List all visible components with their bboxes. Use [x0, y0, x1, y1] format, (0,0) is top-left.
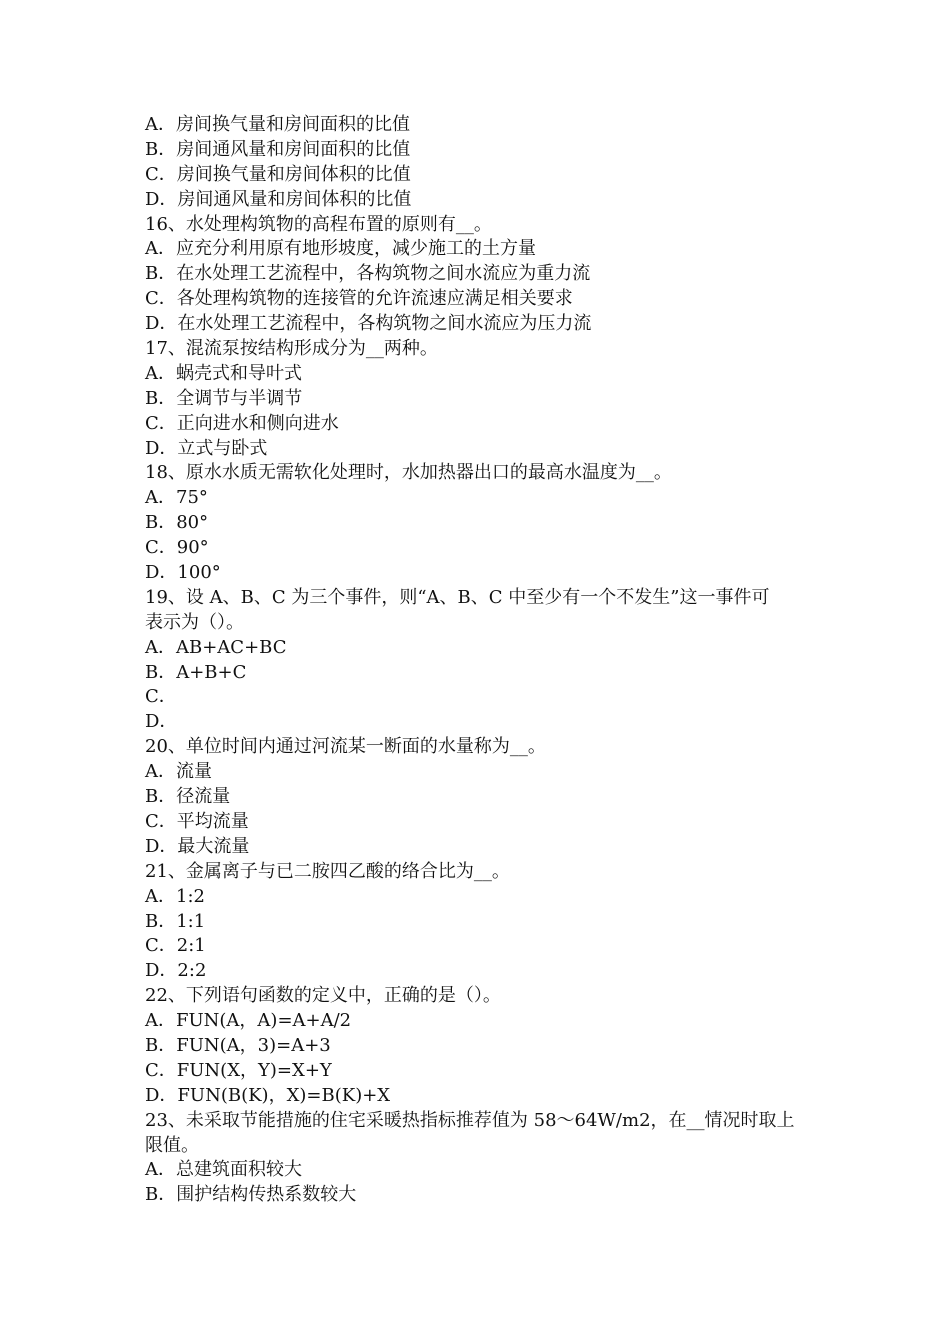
question-19-option-c: C．: [145, 686, 177, 708]
question-22: 22、下列语句函数的定义中，正确的是（）。: [145, 985, 501, 1007]
question-19-option-b: B．A+B+C: [145, 661, 247, 683]
question-20: 20、单位时间内通过河流某一断面的水量称为__。: [145, 736, 546, 758]
question-16-option-c: C．各处理构筑物的连接管的允许流速应满足相关要求: [145, 288, 573, 310]
question-22-option-a: A．FUN(A，A)=A+A/2: [145, 1010, 352, 1032]
question-16-option-d: D．在水处理工艺流程中，各构筑物之间水流应为压力流: [145, 313, 592, 335]
question-23-continued: 限值。: [145, 1134, 199, 1156]
question-22-option-d: D．FUN(B(K)，X)=B(K)+X: [145, 1084, 391, 1106]
question-21-option-c: C．2:1: [145, 935, 206, 957]
question-18-option-d: D．100°: [145, 562, 221, 584]
question-17-option-b: B．全调节与半调节: [145, 387, 303, 409]
question-21-option-b: B．1:1: [145, 910, 206, 932]
question-19-continued: 表示为（）。: [145, 611, 244, 633]
question-16-option-b: B．在水处理工艺流程中，各构筑物之间水流应为重力流: [145, 263, 591, 285]
question-16-option-a: A．应充分利用原有地形坡度，减少施工的土方量: [145, 238, 536, 260]
question-20-option-b: B．径流量: [145, 786, 231, 808]
question-20-option-d: D．最大流量: [145, 835, 250, 857]
question-18-option-b: B．80°: [145, 512, 209, 534]
question-23: 23、未采取节能措施的住宅采暖热指标推荐值为 58～64W/m2，在__情况时取上: [145, 1109, 795, 1131]
question-23-option-b: B．围护结构传热系数较大: [145, 1184, 357, 1206]
question-20-option-c: C．平均流量: [145, 810, 249, 832]
question-17-option-c: C．正向进水和侧向进水: [145, 412, 339, 434]
question-17: 17、混流泵按结构形成分为__两种。: [145, 338, 438, 360]
question-19: 19、设 A、B、C 为三个事件，则“A、B、C 中至少有一个不发生”这一事件可: [145, 586, 770, 608]
question-23-option-a: A．总建筑面积较大: [145, 1159, 302, 1181]
question-22-option-b: B．FUN(A，3)=A+3: [145, 1034, 331, 1056]
question-18: 18、原水水质无需软化处理时，水加热器出口的最高水温度为__。: [145, 462, 672, 484]
question-17-option-d: D．立式与卧式: [145, 437, 268, 459]
question-18-option-a: A．75°: [145, 487, 208, 509]
option-c-line: C．房间换气量和房间体积的比值: [145, 163, 411, 185]
question-21-option-d: D．2:2: [145, 960, 207, 982]
option-d-line: D．房间通风量和房间体积的比值: [145, 188, 412, 210]
question-17-option-a: A．蜗壳式和导叶式: [145, 362, 302, 384]
option-b-line: B．房间通风量和房间面积的比值: [145, 138, 411, 160]
question-16: 16、水处理构筑物的高程布置的原则有__。: [145, 213, 492, 235]
question-22-option-c: C．FUN(X，Y)=X+Y: [145, 1059, 332, 1081]
question-19-option-d: D．: [145, 711, 178, 733]
option-a-line: A．房间换气量和房间面积的比值: [145, 114, 410, 135]
document-body: [145, 113, 810, 1208]
question-18-option-c: C．90°: [145, 537, 209, 559]
question-19-option-a: A．AB+AC+BC: [145, 636, 287, 658]
question-21: 21、金属离子与已二胺四乙酸的络合比为__。: [145, 860, 510, 882]
question-20-option-a: A．流量: [145, 761, 212, 783]
question-21-option-a: A．1:2: [145, 885, 205, 907]
